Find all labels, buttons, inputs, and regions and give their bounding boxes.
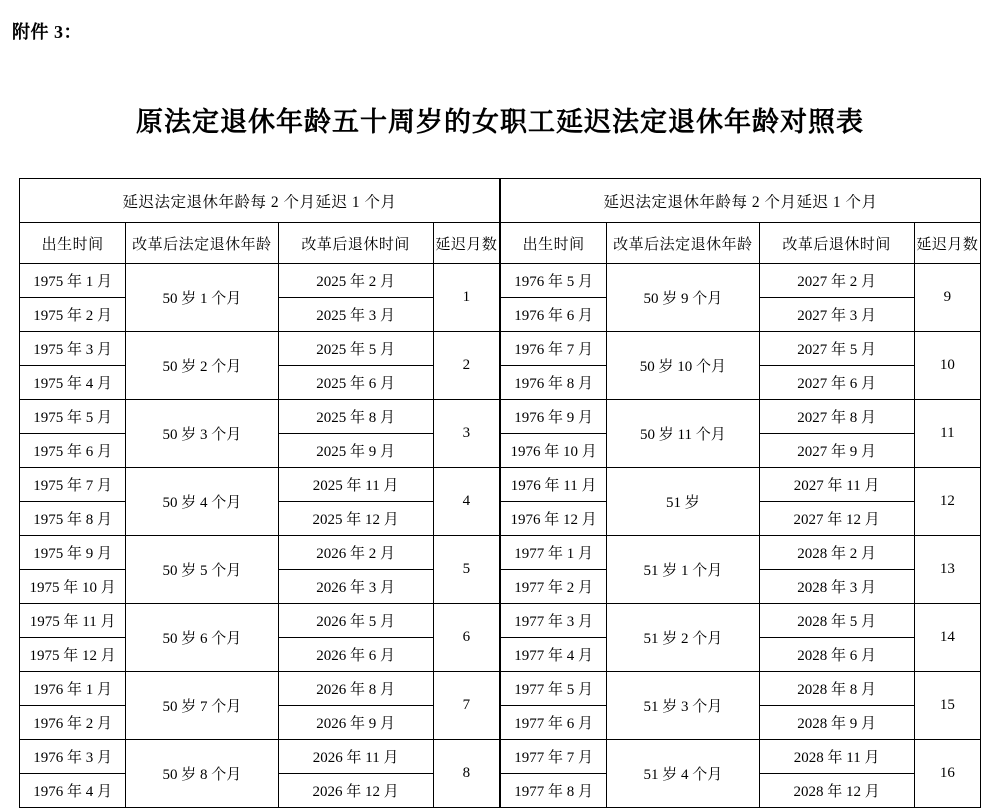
cell-birth-date: 1975 年 4 月 [20,366,126,400]
column-header-delay: 延迟月数 [433,223,499,264]
cell-birth-date: 1977 年 7 月 [501,740,607,774]
schedule-table-left [19,178,500,808]
cell-new-retirement-age: 50 岁 1 个月 [126,264,278,332]
table-row [20,604,500,638]
cell-new-retirement-age: 50 岁 10 个月 [607,332,759,400]
cell-delay-months: 4 [433,468,499,536]
cell-new-retirement-time: 2025 年 11 月 [278,468,433,502]
column-header-birth: 出生时间 [501,223,607,264]
cell-birth-date: 1976 年 7 月 [501,332,607,366]
cell-new-retirement-time: 2026 年 11 月 [278,740,433,774]
cell-new-retirement-age: 50 岁 2 个月 [126,332,278,400]
cell-birth-date: 1976 年 8 月 [501,366,607,400]
column-header-new-time: 改革后退休时间 [759,223,914,264]
schedule-table-right-body [501,179,981,808]
cell-new-retirement-time: 2028 年 2 月 [759,536,914,570]
retirement-schedule-tables [19,178,981,808]
cell-birth-date: 1976 年 6 月 [501,298,607,332]
cell-new-retirement-age: 50 岁 7 个月 [126,672,278,740]
cell-new-retirement-age: 50 岁 4 个月 [126,468,278,536]
schedule-table-left-body [20,179,500,808]
cell-new-retirement-time: 2025 年 5 月 [278,332,433,366]
cell-new-retirement-time: 2028 年 11 月 [759,740,914,774]
cell-birth-date: 1975 年 5 月 [20,400,126,434]
cell-new-retirement-time: 2027 年 8 月 [759,400,914,434]
cell-new-retirement-time: 2028 年 6 月 [759,638,914,672]
cell-new-retirement-time: 2026 年 3 月 [278,570,433,604]
table-row [501,672,981,706]
cell-birth-date: 1975 年 1 月 [20,264,126,298]
cell-delay-months: 8 [433,740,499,808]
cell-new-retirement-time: 2028 年 12 月 [759,774,914,808]
cell-new-retirement-age: 50 岁 11 个月 [607,400,759,468]
banner-row [501,179,981,223]
table-row [20,400,500,434]
cell-birth-date: 1977 年 2 月 [501,570,607,604]
cell-delay-months: 3 [433,400,499,468]
page-title: 原法定退休年龄五十周岁的女职工延迟法定退休年龄对照表 [136,107,864,137]
table-row [20,264,500,298]
cell-new-retirement-age: 51 岁 3 个月 [607,672,759,740]
cell-birth-date: 1975 年 2 月 [20,298,126,332]
cell-new-retirement-time: 2027 年 11 月 [759,468,914,502]
cell-delay-months: 5 [433,536,499,604]
cell-birth-date: 1975 年 10 月 [20,570,126,604]
header-row [501,223,981,264]
cell-new-retirement-age: 51 岁 2 个月 [607,604,759,672]
cell-new-retirement-time: 2025 年 6 月 [278,366,433,400]
cell-new-retirement-age: 51 岁 4 个月 [607,740,759,808]
table-row [501,740,981,774]
cell-birth-date: 1975 年 12 月 [20,638,126,672]
banner-label: 延迟法定退休年龄每 2 个月延迟 1 个月 [501,179,981,223]
cell-birth-date: 1975 年 7 月 [20,468,126,502]
table-row [501,536,981,570]
cell-new-retirement-time: 2027 年 12 月 [759,502,914,536]
table-row [20,468,500,502]
header-row [20,223,500,264]
column-header-new-time: 改革后退休时间 [278,223,433,264]
cell-delay-months: 9 [914,264,980,332]
cell-birth-date: 1977 年 8 月 [501,774,607,808]
cell-new-retirement-time: 2026 年 9 月 [278,706,433,740]
cell-birth-date: 1976 年 5 月 [501,264,607,298]
cell-new-retirement-age: 50 岁 5 个月 [126,536,278,604]
banner-label: 延迟法定退休年龄每 2 个月延迟 1 个月 [20,179,500,223]
cell-new-retirement-time: 2025 年 8 月 [278,400,433,434]
cell-birth-date: 1977 年 1 月 [501,536,607,570]
cell-new-retirement-age: 50 岁 9 个月 [607,264,759,332]
cell-new-retirement-time: 2026 年 12 月 [278,774,433,808]
cell-new-retirement-time: 2028 年 8 月 [759,672,914,706]
cell-birth-date: 1976 年 9 月 [501,400,607,434]
cell-delay-months: 1 [433,264,499,332]
cell-new-retirement-age: 51 岁 1 个月 [607,536,759,604]
cell-delay-months: 10 [914,332,980,400]
cell-birth-date: 1976 年 4 月 [20,774,126,808]
cell-birth-date: 1975 年 6 月 [20,434,126,468]
cell-birth-date: 1976 年 12 月 [501,502,607,536]
cell-birth-date: 1975 年 11 月 [20,604,126,638]
cell-new-retirement-time: 2026 年 6 月 [278,638,433,672]
cell-birth-date: 1975 年 3 月 [20,332,126,366]
cell-new-retirement-time: 2026 年 2 月 [278,536,433,570]
cell-new-retirement-time: 2025 年 9 月 [278,434,433,468]
column-header-delay: 延迟月数 [914,223,980,264]
cell-new-retirement-time: 2025 年 3 月 [278,298,433,332]
cell-new-retirement-age: 50 岁 8 个月 [126,740,278,808]
table-row [20,740,500,774]
cell-delay-months: 13 [914,536,980,604]
table-row [501,604,981,638]
cell-birth-date: 1977 年 5 月 [501,672,607,706]
table-row [20,536,500,570]
cell-new-retirement-time: 2025 年 2 月 [278,264,433,298]
schedule-table-right [500,178,981,808]
cell-birth-date: 1976 年 11 月 [501,468,607,502]
column-header-new-age: 改革后法定退休年龄 [126,223,278,264]
banner-row [20,179,500,223]
cell-delay-months: 11 [914,400,980,468]
cell-delay-months: 14 [914,604,980,672]
cell-delay-months: 16 [914,740,980,808]
cell-new-retirement-time: 2028 年 9 月 [759,706,914,740]
column-header-birth: 出生时间 [20,223,126,264]
cell-delay-months: 7 [433,672,499,740]
cell-new-retirement-time: 2027 年 3 月 [759,298,914,332]
cell-birth-date: 1976 年 2 月 [20,706,126,740]
table-row [20,672,500,706]
cell-birth-date: 1976 年 3 月 [20,740,126,774]
cell-birth-date: 1977 年 4 月 [501,638,607,672]
cell-new-retirement-time: 2027 年 2 月 [759,264,914,298]
cell-birth-date: 1976 年 1 月 [20,672,126,706]
cell-delay-months: 12 [914,468,980,536]
cell-new-retirement-time: 2028 年 3 月 [759,570,914,604]
table-row [20,332,500,366]
attachment-label: 附件 3： [12,22,82,42]
cell-new-retirement-time: 2026 年 5 月 [278,604,433,638]
cell-delay-months: 6 [433,604,499,672]
cell-new-retirement-time: 2027 年 5 月 [759,332,914,366]
cell-birth-date: 1977 年 6 月 [501,706,607,740]
table-row [501,468,981,502]
cell-new-retirement-time: 2027 年 6 月 [759,366,914,400]
cell-delay-months: 15 [914,672,980,740]
table-row [501,400,981,434]
cell-birth-date: 1975 年 8 月 [20,502,126,536]
table-row [501,332,981,366]
cell-new-retirement-time: 2025 年 12 月 [278,502,433,536]
cell-birth-date: 1977 年 3 月 [501,604,607,638]
column-header-new-age: 改革后法定退休年龄 [607,223,759,264]
cell-new-retirement-age: 50 岁 6 个月 [126,604,278,672]
table-row [501,264,981,298]
cell-birth-date: 1976 年 10 月 [501,434,607,468]
cell-new-retirement-age: 51 岁 [607,468,759,536]
cell-new-retirement-time: 2027 年 9 月 [759,434,914,468]
cell-new-retirement-time: 2026 年 8 月 [278,672,433,706]
cell-new-retirement-age: 50 岁 3 个月 [126,400,278,468]
cell-birth-date: 1975 年 9 月 [20,536,126,570]
cell-new-retirement-time: 2028 年 5 月 [759,604,914,638]
cell-delay-months: 2 [433,332,499,400]
